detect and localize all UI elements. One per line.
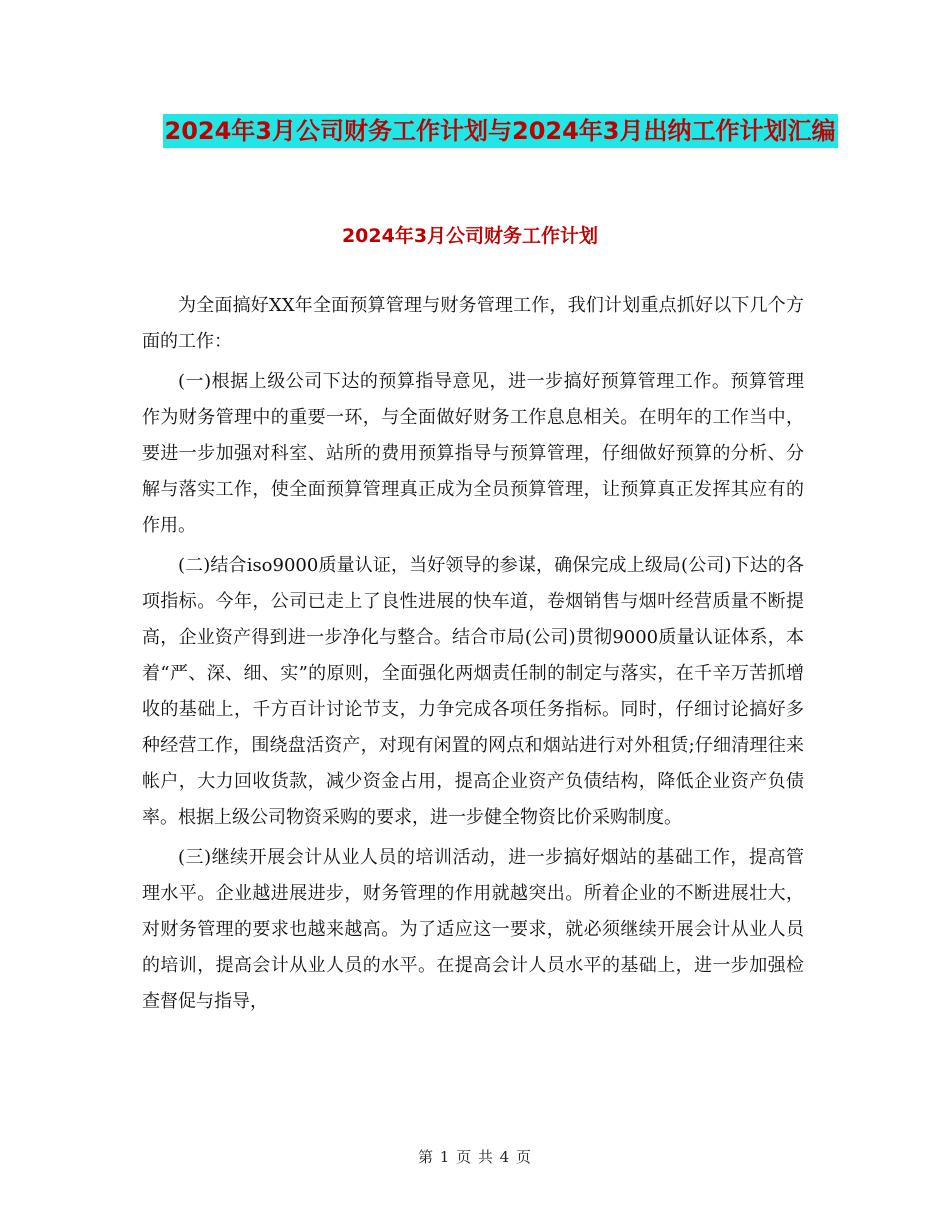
paragraph-intro: 为全面搞好XX年全面预算管理与财务管理工作，我们计划重点抓好以下几个方面的工作： [142, 295, 804, 352]
document-title-text: 2024年3月公司财务工作计划与2024年3月出纳工作计划汇编 [163, 114, 838, 148]
page-number-footer: 第 1 页 共 4 页 [418, 1148, 532, 1166]
document-title [140, 108, 860, 154]
paragraph-accountant-training: (三)继续开展会计从业人员的培训活动，进一步搞好烟站的基础工作，提高管理水平。企业越进展进步，财务管理的作用就越突出。所着企业的不断进展壮大，对财务管理的要求也越来越高。为了适应这一要求，就必须继续开展会计从业人员的培训，提高会计从业人员的水平。在提高会计人员水平的基础上，进一步加强检查督促与指导， [142, 847, 804, 1012]
paragraph-budget-management: (一)根据上级公司下达的预算指导意见，进一步搞好预算管理工作。预算管理作为财务管理中的重要一环，与全面做好财务工作息息相关。在明年的工作当中，要进一步加强对科室、站所的费用预算指导与预算管理，仔细做好预算的分析、分解与落实工作，使全面预算管理真正成为全员预算管理，让预算真正发挥其应有的作用。 [142, 371, 804, 536]
document-body [142, 288, 804, 1024]
section-title: 2024年3月公司财务工作计划 [341, 225, 599, 247]
paragraph-iso9000-targets: (二)结合iso9000质量认证，当好领导的参谋，确保完成上级局(公司)下达的各项指标。今年，公司已走上了良性进展的快车道，卷烟销售与烟叶经营质量不断提高，企业资产得到进一步净化与整合。结合市局(公司)贯彻9000质量认证体系，本着“严、深、细、实”的原则，全面强化两烟责任制的制定与落实，在千辛万苦抓增收的基础上，千方百计讨论节支，力争完成各项任务指标。同时，仔细讨论搞好多种经营工作，围绕盘活资产，对现有闲置的网点和烟站进行对外租赁;仔细清理往来帐户，大力回收货款，减少资金占用，提高企业资产负债结构，降低企业资产负债率。根据上级公司物资采购的要求，进一步健全物资比价采购制度。 [142, 555, 804, 828]
